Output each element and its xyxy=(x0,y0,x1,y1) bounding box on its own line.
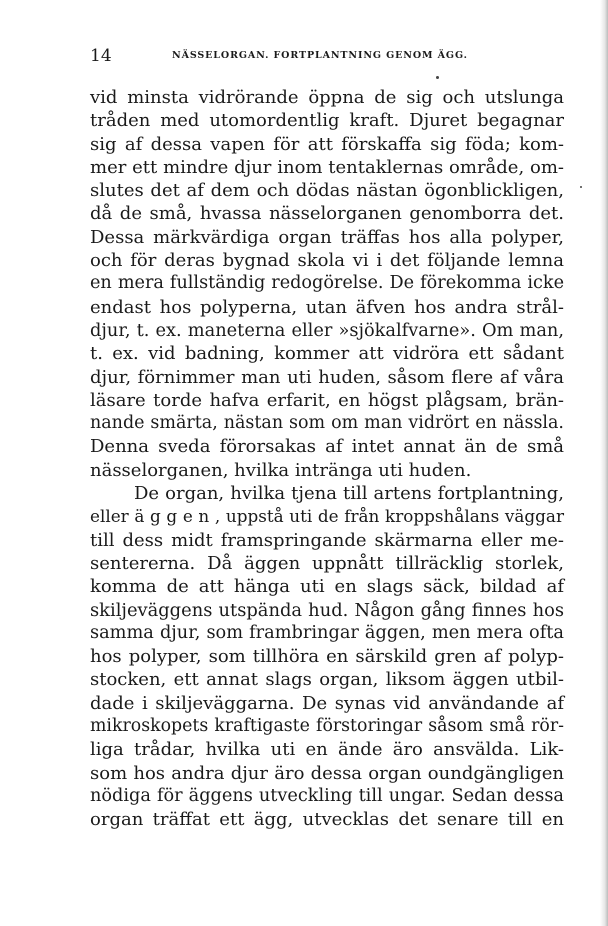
text-line-12: t. ex. vid badning, kommer att vidröra ett sådant xyxy=(90,343,564,365)
text-line-25: hos polyper, som tillhöra en särskild gren af polyp- xyxy=(90,646,564,668)
text-line-32: organ träffat ett ägg, utvecklas det senare till en xyxy=(90,809,564,831)
page-edge-shadow xyxy=(600,0,608,926)
text-line-18: De organ, hvilka tjena till artens fortplantning, xyxy=(134,483,564,505)
running-header xyxy=(90,46,560,66)
text-line-7: Dessa märkvärdiga organ träffas hos alla polyper, xyxy=(90,226,564,248)
text-line-15: nande smärta, nästan som om man vidrört en nässla. xyxy=(90,413,564,434)
text-line-22: komma de att hänga uti en slags säck, bildad af xyxy=(90,576,564,598)
text-line-9: en mera fullständig redogörelse. De förekomma icke xyxy=(90,273,564,294)
text-line-3: sig af dessa vapen för att förskaffa sig föda; kom- xyxy=(90,133,564,155)
text-line-10: endast hos polyperna, utan äfven hos andra strål- xyxy=(90,296,564,318)
text-line-31: nödiga för äggens utveckling till ungar. Sedan dessa xyxy=(90,785,564,806)
text-line-8: och för deras bygnad skola vi i det följande lemna xyxy=(90,250,564,272)
text-line-1: vid minsta vidrörande öppna de sig och utslunga xyxy=(90,87,564,108)
text-line-6: då de små, hvassa nässelorganen genomborra det. xyxy=(90,203,564,225)
text-line-17: nässelorganen, hvilka intränga uti huden. xyxy=(90,459,472,481)
text-line-14: läsare torde hafva erfarit, en högst plågsam, brän- xyxy=(90,389,564,411)
text-line-23: skiljeväggens utspända hud. Någon gång finnes hos xyxy=(90,599,564,621)
text-line-27: dade i skiljeväggarna. De synas vid användande af xyxy=(90,692,564,714)
text-line-11: djur, t. ex. maneterna eller »sjökalfvarne». Om man, xyxy=(90,319,564,341)
print-speck xyxy=(580,186,582,188)
text-line-21: sentererna. Då äggen uppnått tillräcklig storlek, xyxy=(90,552,564,574)
text-line-20: till dess midt framspringande skärmarna eller me- xyxy=(90,529,564,551)
text-line-26: stocken, ett annat slags organ, liksom äggen utbil- xyxy=(90,669,564,691)
text-line-30: som hos andra djur äro dessa organ oundgängligen xyxy=(90,762,564,784)
text-line-29: liga trådar, hvilka uti en ände äro ansvälda. Lik- xyxy=(90,739,564,761)
text-line-2: tråden med utomordentlig kraft. Djuret begagnar xyxy=(90,110,564,132)
print-speck xyxy=(436,76,439,79)
page-number: 14 xyxy=(90,46,112,66)
text-line-24: samma djur, som frambringar äggen, men mera ofta xyxy=(90,622,564,643)
body-text xyxy=(90,86,564,832)
text-line-28: mikroskopets kraftigaste förstoringar såsom små rör- xyxy=(90,716,564,737)
text-line-13: djur, förnimmer man uti huden, såsom flere af våra xyxy=(90,366,564,388)
text-line-16: Denna sveda förorsakas af intet annat än de små xyxy=(90,436,564,458)
text-line-4: mer ett mindre djur inom tentaklernas område, om- xyxy=(90,156,564,178)
running-title: NÄSSELORGAN. FORTPLANTNING GENOM ÄGG. xyxy=(172,50,468,61)
text-line-19: eller ä g g e n , uppstå uti de från kroppshålans väggar xyxy=(90,506,564,527)
text-line-5: slutes det af dem och dödas nästan ögonblickligen, xyxy=(90,180,564,202)
